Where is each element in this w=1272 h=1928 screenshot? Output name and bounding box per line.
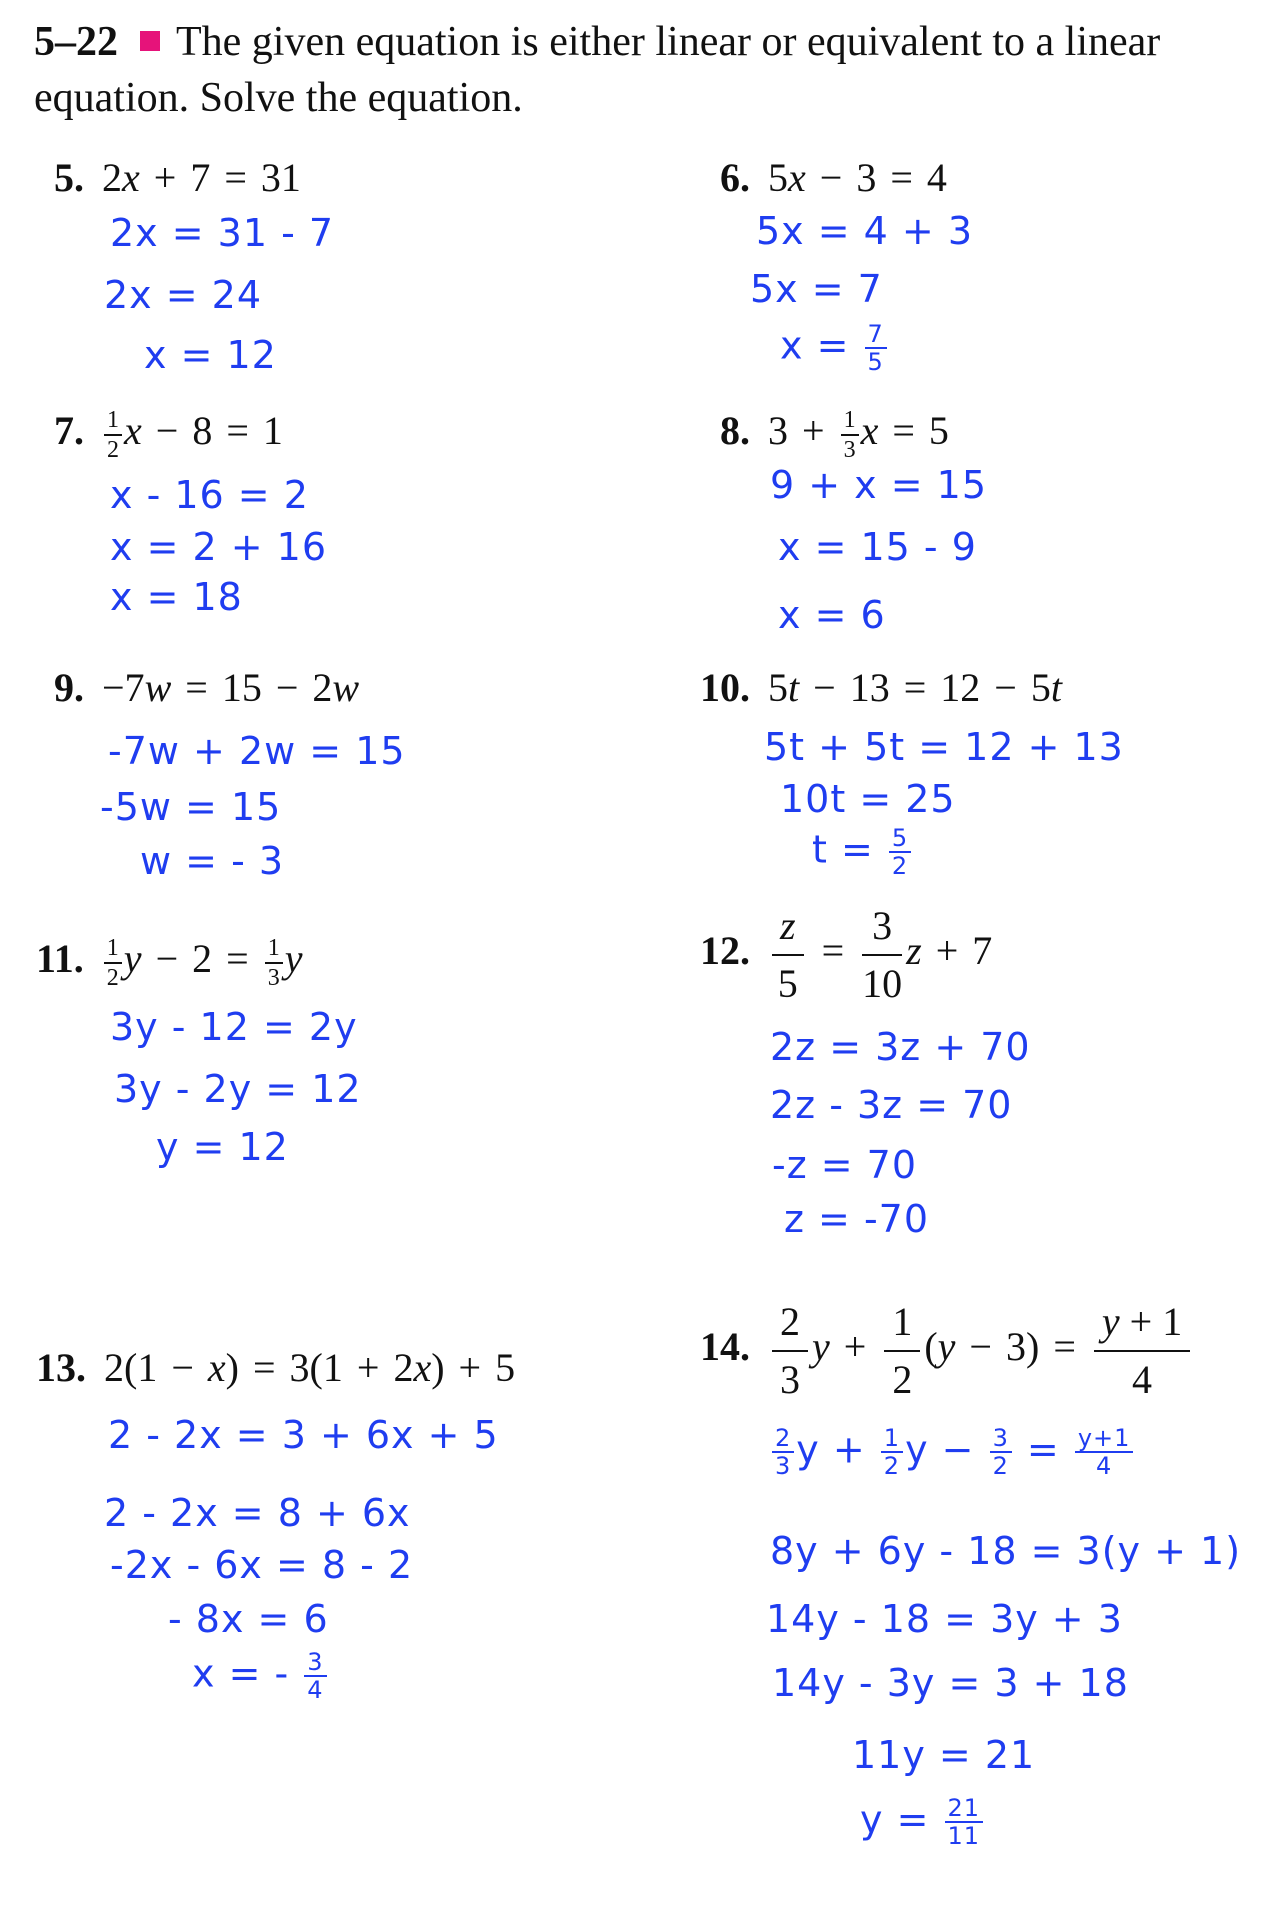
problem-number: 9. (54, 665, 84, 710)
exercise-range: 5–22 (34, 19, 118, 65)
problem-7: 7. $\frac{1}{2}$ x − 8 = 1 (54, 407, 283, 463)
p14-step-1: $\frac{2}{3}$ y + $\frac{1}{2}$ y − $\frac{3}{2}$ = $\frac{y+1}{4}$ (770, 1426, 1135, 1478)
p9-step-1: -7w + 2w = 15 (108, 729, 406, 773)
p12-step-2: 2z - 3z = 70 (770, 1083, 1013, 1127)
p12-step-3: -z = 70 (772, 1143, 918, 1187)
fraction: $\frac{3}{4}$ (304, 1650, 326, 1702)
p13-step-2: 2 - 2x = 8 + 6x (104, 1491, 411, 1535)
instructions (34, 14, 1254, 126)
square-bullet-icon (140, 31, 160, 51)
p13-step-3: -2x - 6x = 8 - 2 (110, 1543, 414, 1587)
p13-step-4: - 8x = 6 (168, 1597, 329, 1641)
p7-step-2: x = 2 + 16 (110, 525, 328, 569)
p6-final: x = $\frac{7}{5}$ (780, 322, 889, 374)
fraction: $\frac{7}{5}$ (865, 322, 887, 374)
problem-14: 14. $\frac{2}{3}$ y + $\frac{1}{2}$ (y − 3) = $\frac{y + 1}{4}$ (700, 1300, 1194, 1402)
problem-number: 6. (720, 155, 750, 200)
p10-step-2: 10t = 25 (780, 777, 956, 821)
problem-number: 14. (700, 1324, 750, 1370)
p11-step-1: 3y - 12 = 2y (110, 1005, 358, 1049)
p14-final: y = $\frac{21}{11}$ (860, 1796, 985, 1848)
p6-step-1: 5x = 4 + 3 (756, 209, 974, 253)
problem-number: 7. (54, 408, 84, 454)
p10-final: t = $\frac{5}{2}$ (812, 826, 913, 878)
p12-step-1: 2z = 3z + 70 (770, 1025, 1031, 1069)
p5-step-3: x = 12 (144, 333, 277, 377)
problem-9: 9. −7w = 15 − 2w (54, 665, 360, 710)
problem-number: 13. (36, 1345, 86, 1390)
problem-8: 8. 3 + $\frac{1}{3}$ x = 5 (720, 407, 949, 463)
problem-number: 12. (700, 928, 750, 974)
problem-13: 13. 2(1 − x) = 3(1 + 2x) + 5 (36, 1345, 516, 1390)
p13-final: x = - $\frac{3}{4}$ (192, 1650, 329, 1702)
p7-step-3: x = 18 (110, 575, 243, 619)
p10-step-1: 5t + 5t = 12 + 13 (764, 725, 1124, 769)
problem-5: 5. 2x + 7 = 31 (54, 155, 301, 200)
p7-step-1: x - 16 = 2 (110, 473, 309, 517)
instructions-text: The given equation is either linear or equivalent to a linear equation. Solve the equation. (34, 19, 1161, 121)
p5-step-2: 2x = 24 (104, 273, 263, 317)
problem-number: 8. (720, 408, 750, 454)
p14-step-5: 11y = 21 (852, 1733, 1036, 1777)
p9-step-3: w = - 3 (140, 839, 285, 883)
problem-number: 5. (54, 155, 84, 200)
problem-10: 10. 5t − 13 = 12 − 5t (700, 665, 1062, 710)
p12-step-4: z = -70 (784, 1197, 930, 1241)
problem-number: 10. (700, 665, 750, 710)
p14-step-2: 8y + 6y - 18 = 3(y + 1) (770, 1529, 1242, 1573)
p11-step-3: y = 12 (156, 1125, 289, 1169)
p14-step-3: 14y - 18 = 3y + 3 (766, 1597, 1123, 1641)
fraction: $\frac{5}{2}$ (889, 826, 911, 878)
p14-step-4: 14y - 3y = 3 + 18 (772, 1661, 1129, 1705)
problem-12: 12. $\frac{z}{5}$ = $\frac{3}{10}$ z + 7 (700, 903, 993, 1006)
p8-step-1: 9 + x = 15 (770, 463, 988, 507)
p13-step-1: 2 - 2x = 3 + 6x + 5 (108, 1413, 499, 1457)
p11-step-2: 3y - 2y = 12 (114, 1067, 362, 1111)
fraction: $\frac{21}{11}$ (945, 1796, 984, 1848)
problem-11: 11. $\frac{1}{2}$ y − 2 = $\frac{1}{3}$ y (36, 935, 303, 991)
problem-6: 6. 5x − 3 = 4 (720, 155, 947, 200)
problem-number: 11. (36, 936, 84, 982)
p6-step-2: 5x = 7 (750, 267, 883, 311)
p5-step-1: 2x = 31 - 7 (110, 211, 335, 255)
p8-step-3: x = 6 (778, 593, 886, 637)
p9-step-2: -5w = 15 (100, 785, 282, 829)
p8-step-2: x = 15 - 9 (778, 525, 977, 569)
